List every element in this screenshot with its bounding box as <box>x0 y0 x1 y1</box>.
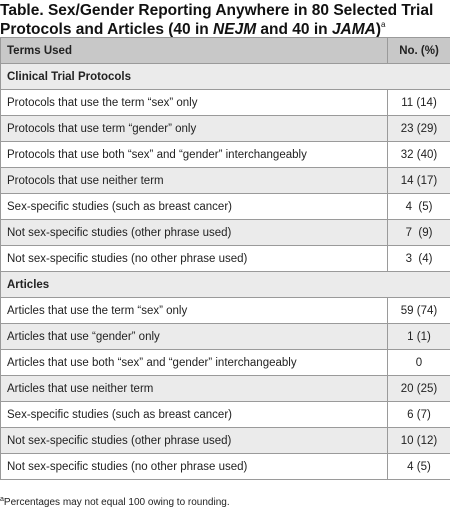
header-count-percent: No. (%) <box>388 38 450 64</box>
table-row <box>1 246 450 272</box>
table-row <box>1 220 450 246</box>
table-row <box>1 194 450 220</box>
row-label: Protocols that use both “sex” and “gender” interchangeably <box>1 142 388 168</box>
row-value: 23 (29) <box>388 116 450 142</box>
row-value: 0 <box>388 350 450 376</box>
row-value: 3 (4) <box>388 246 450 272</box>
row-label: Articles that use “gender” only <box>1 324 388 350</box>
footnote-text: Percentages may not equal 100 owing to rounding. <box>3 497 230 508</box>
row-value: 32 (40) <box>388 142 450 168</box>
footnote <box>0 497 230 508</box>
table-header-row <box>1 38 450 64</box>
row-value: 4 (5) <box>388 454 450 480</box>
section-row <box>1 272 450 298</box>
section-row <box>1 64 450 90</box>
row-value: 4 (5) <box>388 194 450 220</box>
table-title <box>0 1 450 39</box>
table-row <box>1 298 450 324</box>
row-value: 11 (14) <box>388 90 450 116</box>
title-line-1: Table. Sex/Gender Reporting Anywhere in 80 Selected Trial <box>0 2 434 19</box>
table-body <box>1 64 450 480</box>
row-label: Articles that use neither term <box>1 376 388 402</box>
table-row <box>1 454 450 480</box>
title-line-2c: ) <box>375 21 382 38</box>
row-value: 10 (12) <box>388 428 450 454</box>
row-label: Sex-specific studies (such as breast cancer) <box>1 402 388 428</box>
table-row <box>1 324 450 350</box>
title-footnote-marker: a <box>381 20 386 29</box>
row-value: 14 (17) <box>388 168 450 194</box>
table-row <box>1 376 450 402</box>
table-row <box>1 90 450 116</box>
row-value: 59 (74) <box>388 298 450 324</box>
row-label: Protocols that use term “gender” only <box>1 116 388 142</box>
row-label: Not sex-specific studies (other phrase used) <box>1 428 388 454</box>
row-label: Not sex-specific studies (no other phrase used) <box>1 246 388 272</box>
row-label: Sex-specific studies (such as breast cancer) <box>1 194 388 220</box>
row-label: Not sex-specific studies (other phrase used) <box>1 220 388 246</box>
data-table <box>0 37 450 480</box>
row-value: 1 (1) <box>388 324 450 350</box>
title-journal-nejm: NEJM <box>213 21 257 38</box>
table-row <box>1 428 450 454</box>
row-value: 20 (25) <box>388 376 450 402</box>
title-line-2a: Protocols and Articles (40 in <box>0 21 214 38</box>
table-row <box>1 350 450 376</box>
table-row <box>1 116 450 142</box>
section-label: Articles <box>1 272 450 298</box>
row-value: 7 (9) <box>388 220 450 246</box>
table-row <box>1 402 450 428</box>
table-row <box>1 142 450 168</box>
row-label: Protocols that use neither term <box>1 168 388 194</box>
row-label: Not sex-specific studies (no other phrase used) <box>1 454 388 480</box>
section-label: Clinical Trial Protocols <box>1 64 450 90</box>
row-label: Protocols that use the term “sex” only <box>1 90 388 116</box>
row-value: 6 (7) <box>388 402 450 428</box>
title-line-2b: and 40 in <box>256 21 332 38</box>
table-row <box>1 168 450 194</box>
header-terms-used: Terms Used <box>1 38 388 64</box>
title-journal-jama: JAMA <box>331 21 376 38</box>
footnote-marker: a <box>0 496 4 503</box>
row-label: Articles that use both “sex” and “gender” interchangeably <box>1 350 388 376</box>
row-label: Articles that use the term “sex” only <box>1 298 388 324</box>
